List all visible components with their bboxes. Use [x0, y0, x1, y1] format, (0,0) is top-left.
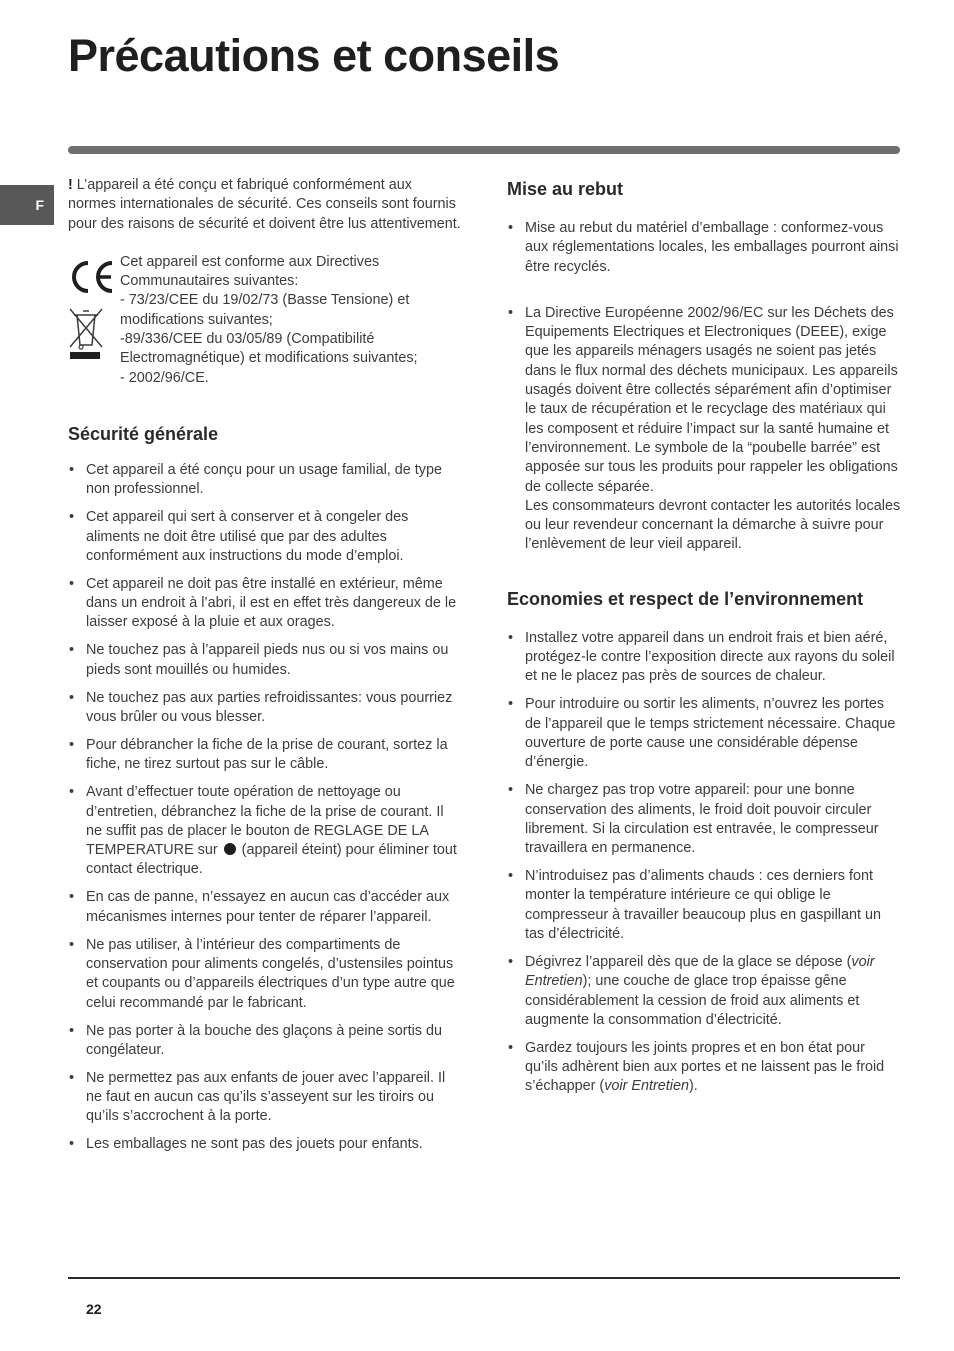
list-item: • Cet appareil qui sert à conserver et à congeler des aliments ne doit être utilisé que par des adultes conformément aux instructions du mode d’emploi. — [68, 508, 462, 566]
list-item: • Installez votre appareil dans un endroit frais et bien aéré, protégez-le contre l’exposition directe aux rayons du soleil et ne le placez pas près de sources de chaleur. — [507, 629, 901, 687]
list-item: • Ne touchez pas à l’appareil pieds nus ou si vos mains ou pieds sont mouillés ou humides. — [68, 641, 462, 680]
list-item: • Cet appareil a été conçu pour un usage familial, de type non professionnel. — [68, 461, 462, 500]
list-item-text: ). — [689, 1078, 698, 1095]
heading-economies: Economies et respect de l’environnement — [507, 588, 864, 609]
list-item — [507, 304, 901, 555]
bottom-divider — [68, 1277, 900, 1279]
conformity-icons — [68, 253, 120, 388]
list-item: • Pour débrancher la fiche de la prise de courant, sortez la fiche, ne tirez surtout pas sur le câble. — [68, 736, 462, 775]
list-item-text: Dégivrez l’appareil dès que de la glace se dépose ( — [525, 953, 852, 970]
list-item-text: Gardez toujours les joints propres et en bon état pour qu’ils adhèrent bien aux portes et ne laissent pas le froid s’échapper ( — [525, 1039, 885, 1095]
list-item: • Pour introduire ou sortir les aliments, n’ouvrez les portes de l’appareil que le temps strictement nécessaire. Chaque ouverture de porte cause une considérable dépense d’énergie. — [507, 695, 901, 772]
page-title: Précautions et conseils — [68, 30, 560, 81]
list-item — [68, 783, 462, 879]
cross-reference: voir Entretien — [604, 1078, 689, 1095]
warning-mark: ! — [68, 177, 73, 193]
list-item: • Ne permettez pas aux enfants de jouer avec l’appareil. Il ne faut en aucun cas qu’ils s’asseyent sur les tiroirs ou qu’ils s’accrochent à la porte. — [68, 1069, 462, 1127]
list-item: • Ne chargez pas trop votre appareil: pour une bonne conservation des aliments, le froid doit pouvoir circuler librement. Si la circulation est entravée, le compresseur travaillera en permanence. — [507, 781, 901, 858]
language-tab: F — [0, 185, 54, 225]
economies-list — [507, 629, 901, 1097]
list-item-text: • La Directive Européenne 2002/96/EC sur les Déchets des Equipements Electriques et Electroniques (DEEE), exige que les appareils ménagers usagés ne soient pas jetés dans le flux normal des déchets municipaux. Les appareils usagés doivent être collectés séparément afin d’optimiser le taux de récupération et le recyclage des matériaux qui les composent et réduire l’impact sur la santé humaine et l’environnement. Le symbole de la “poubelle barrée” est apposée sur tous les produits pour rappeler les obligations de collecte séparée. — [525, 304, 898, 495]
list-item: • N’introduisez pas d’aliments chauds : ces derniers font monter la température intérieure ce qui oblige le compresseur à travailler beaucoup plus en gaspillant un tas d’électricité. — [507, 867, 901, 944]
ce-mark-icon — [68, 257, 116, 297]
list-item — [507, 1039, 901, 1097]
list-item: • Les emballages ne sont pas des jouets pour enfants. — [68, 1135, 462, 1154]
ce-line: Cet appareil est conforme aux Directives Communautaires suivantes: — [120, 253, 380, 290]
list-item: • En cas de panne, n’essayez en aucun cas d’accéder aux mécanismes internes pour tenter de réparer l’appareil. — [68, 888, 462, 927]
list-item: • Mise au rebut du matériel d’emballage : conformez-vous aux réglementations locales, les emballages pourront ainsi être recyclés. — [507, 219, 901, 277]
heading-securite: Sécurité générale — [68, 423, 219, 444]
left-column — [68, 176, 462, 1163]
ce-text — [120, 253, 462, 388]
page-number: 22 — [86, 1301, 102, 1317]
list-item-text: Avant d’effectuer toute opération de nettoyage ou d’entretien, débranchez la fiche de la prise de courant. Il ne suffit pas de placer le bouton de REGLAGE DE LA TEMPERATURE sur — [86, 784, 444, 859]
ce-line: - 73/23/CEE du 19/02/73 (Basse Tensione) et modifications suivantes; — [120, 292, 410, 328]
list-item: • Cet appareil ne doit pas être installé en extérieur, même dans un endroit à l’abri, il est en effet très dangereux de le laisser exposé à la pluie et aux orages. — [68, 575, 462, 633]
top-divider — [68, 146, 900, 154]
right-column — [507, 176, 901, 1105]
filled-dot-icon — [224, 843, 236, 855]
list-item-text: (appareil éteint) pour éliminer tout contact électrique. — [86, 842, 457, 878]
list-item: • Ne touchez pas aux parties refroidissantes: vous pourriez vous brûler ou vous blesser. — [68, 689, 462, 728]
securite-list — [68, 461, 462, 1155]
cross-reference: voir Entretien — [525, 953, 875, 990]
intro-text: L’appareil a été conçu et fabriqué conformément aux normes internationales de sécurité. Ces conseils sont fournis pour des raisons de sécurité et doivent être lus attentivement. — [68, 177, 461, 232]
list-item — [507, 953, 901, 1030]
ce-conformity-block — [68, 253, 462, 388]
list-item: • Ne pas porter à la bouche des glaçons à peine sortis du congélateur. — [68, 1022, 462, 1061]
ce-line: - 2002/96/CE. — [120, 369, 209, 386]
intro-paragraph — [68, 176, 462, 234]
heading-rebut: Mise au rebut — [507, 179, 624, 199]
list-item-text: ); une couche de glace trop épaisse gêne considérablement la cession de froid aux aliments et augmente la consommation d’électricité. — [525, 973, 860, 1028]
list-item-text: Les consommateurs devront contacter les autorités locales ou leur revendeur concernant la démarche à suivre pour l’enlèvement de leur vieil appareil. — [525, 497, 901, 553]
list-item: • Ne pas utiliser, à l’intérieur des compartiments de conservation pour aliments congelés, d’ustensiles pointus et coupants ou d’appareils électriques d’un type autre que celui recommandé par le fabricant. — [68, 936, 462, 1013]
ce-line: -89/336/CEE du 03/05/89 (Compatibilité Electromagnétique) et modifications suivantes; — [120, 331, 418, 367]
rebut-list — [507, 219, 901, 555]
crossed-bin-icon — [68, 307, 104, 363]
